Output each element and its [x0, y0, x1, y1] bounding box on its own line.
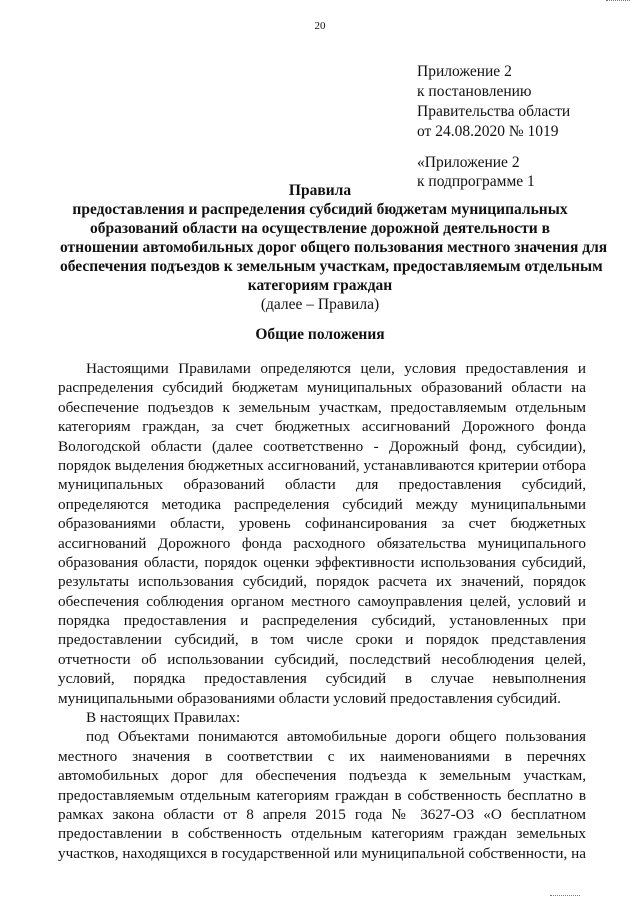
- body-line: распределения субсидий бюджетам муниципальных образований области на: [58, 379, 586, 397]
- body-line: результаты использования субсидий, порядок расчета их значений, порядок: [58, 573, 586, 591]
- scan-artifact: [606, 0, 630, 4]
- body-line: отчетности об использовании субсидий, последствий несоблюдения целей,: [58, 650, 586, 668]
- body-text: [58, 359, 586, 863]
- body-line: образованиями области, уровень софинансирования за счет бюджетных: [58, 515, 586, 533]
- body-line: предоставлении субсидий, в том числе сроки и порядок представления: [58, 631, 586, 649]
- section-heading: Общие положения: [255, 326, 385, 343]
- body-line: муниципальных образований области для предоставления субсидий,: [58, 476, 586, 494]
- title-line: предоставления и распределения субсидий бюджетам муниципальных: [72, 201, 568, 218]
- title-line: категориям граждан: [247, 277, 393, 294]
- body-line: предоставляемым отдельным категориям граждан в собственность бесплатно в: [58, 786, 586, 804]
- body-line: ассигнований Дорожного фонда расходного обязательства муниципального: [58, 534, 586, 552]
- approval-line: Приложение 2: [417, 63, 512, 80]
- body-line: предоставлении в собственность отдельным категориям граждан земельных: [58, 825, 586, 843]
- body-line: обеспечение подъездов к земельным участкам, предоставляемым отдельным: [58, 398, 586, 416]
- page-number: 20: [314, 20, 326, 32]
- annex-note-line: «Приложение 2: [417, 154, 520, 171]
- approval-line: Правительства области: [417, 103, 571, 120]
- body-line: В настоящих Правилах:: [86, 709, 241, 727]
- body-line: Настоящими Правилами определяются цели, условия предоставления и: [86, 360, 586, 377]
- body-line: участков, находящихся в государственной или муниципальной собственности, на: [58, 844, 586, 862]
- approval-line: к постановлению: [417, 83, 532, 100]
- approval-stamp: [417, 62, 570, 142]
- body-line: категориям граждан, за счет бюджетных ассигнований Дорожного фонда: [58, 418, 586, 436]
- body-line: порядка предоставления и распределения субсидий, установленных при: [58, 612, 586, 630]
- approval-line: от 24.08.2020 № 1019: [417, 123, 559, 140]
- body-line: местного значения в соответствии с их наименованиями в перечнях: [58, 747, 586, 765]
- title-subtitle: (далее – Правила): [260, 296, 380, 313]
- annex-note-line: к подпрограмме 1: [417, 173, 535, 190]
- body-line: под Объектами понимаются автомобильные дороги общего пользования: [86, 728, 586, 746]
- title-line: обеспечения подъездов к земельным участкам, предоставляемым отдельным: [60, 258, 603, 275]
- body-line: образования области, порядок оценки эффективности использования субсидий,: [58, 553, 586, 571]
- title-line: образований области на осуществление дорожной деятельности в: [90, 220, 550, 237]
- body-line: обеспечения соблюдения органом местного самоуправления целей, условий и: [58, 592, 586, 610]
- body-line: Вологодской области (далее соответственно - Дорожный фонд, субсидии),: [58, 437, 586, 455]
- body-line: муниципальными образованиями области условий предоставления субсидий.: [58, 689, 561, 707]
- scan-artifact: [550, 895, 580, 899]
- body-line: определяются методика распределения субсидий между муниципальными: [58, 495, 586, 513]
- body-line: автомобильных дорог для обеспечения подъезда к земельным участкам,: [58, 767, 586, 785]
- title-heading: Правила: [288, 182, 352, 199]
- body-line: порядок выделения бюджетных ассигнований, устанавливаются критерии отбора: [58, 456, 586, 474]
- body-line: условий, порядка предоставления субсидий в случае невыполнения: [58, 670, 586, 688]
- body-line: рамках закона области от 8 апреля 2015 года № 3627-ОЗ «О бесплатном: [58, 805, 586, 823]
- title-line: отношении автомобильных дорог общего пользования местного значения для: [60, 239, 608, 256]
- document-title: [60, 181, 608, 314]
